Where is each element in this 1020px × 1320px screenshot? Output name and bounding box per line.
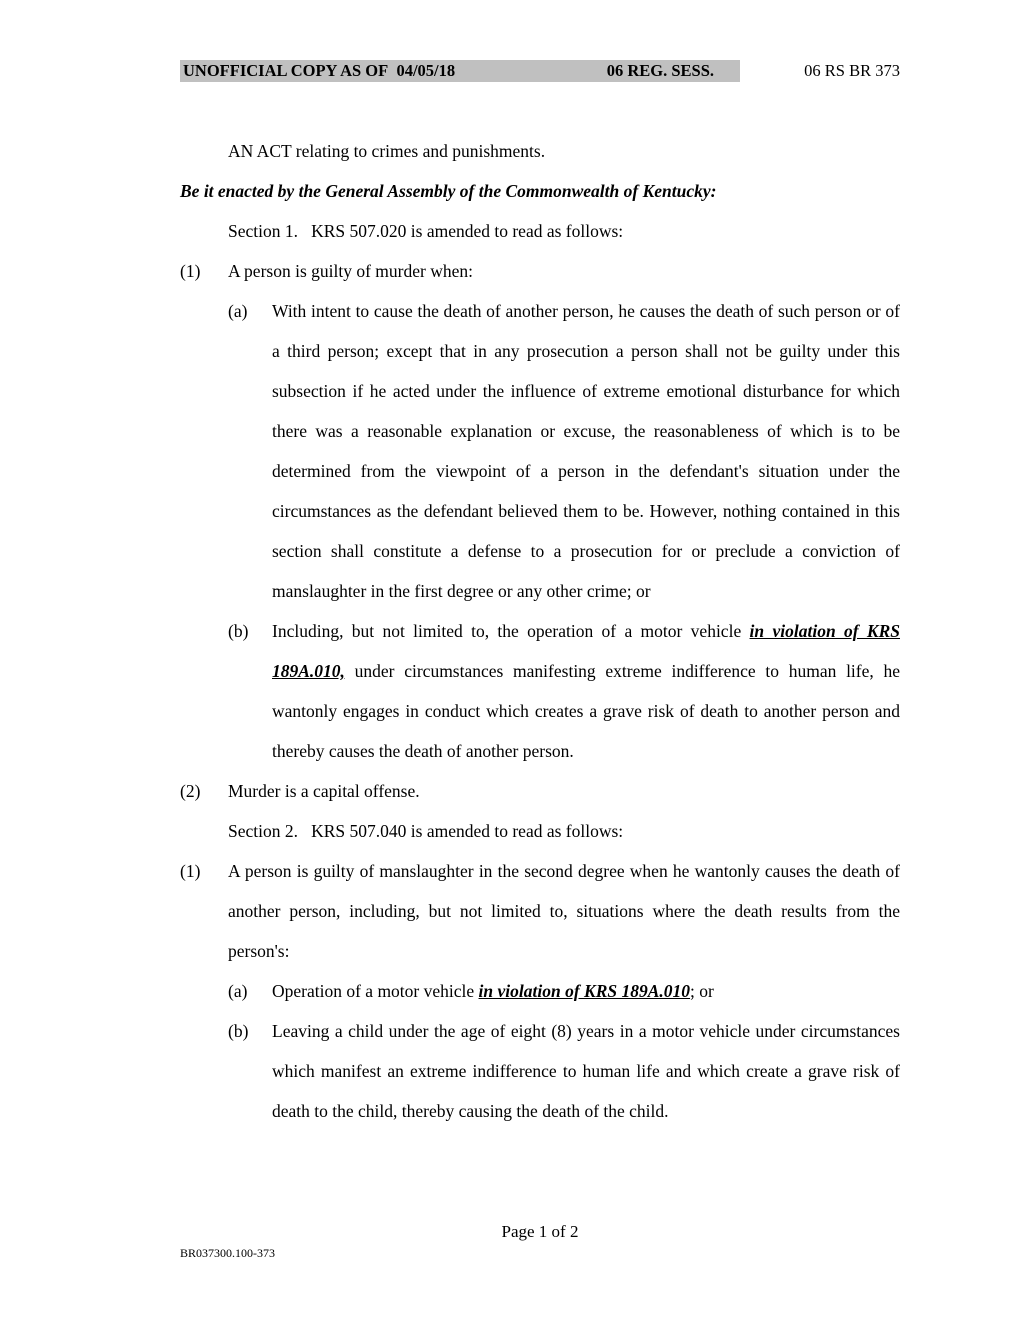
item-marker: (1) [180,261,201,281]
item-text: Leaving a child under the age of eight (8) years in a motor vehicle under circumstances which manifest an extreme indifference to human life and which create a grave risk of death to the child, thereby causing the death of the child. [272,1021,900,1121]
item-text [272,971,900,1011]
document-number: BR037300.100-373 [180,1246,276,1260]
section-2-item-1a [228,971,900,1011]
page-footer [180,1222,900,1261]
enacting-clause: Be it enacted by the General Assembly of the Commonwealth of Kentucky: [180,181,717,201]
an-act-line: AN ACT relating to crimes and punishments. [228,141,546,161]
section-1-item-2 [180,771,900,811]
header-session-label: 06 REG. SESS. [606,61,714,80]
text-segment: ; or [690,981,714,1001]
item-text: Murder is a capital offense. [228,781,420,801]
item-marker: (a) [228,301,248,321]
section-2-heading: Section 2. KRS 507.040 is amended to read as follows: [228,821,624,841]
item-text: A person is guilty of manslaughter in the second degree when he wantonly causes the death of another person, including, but not limited to, situations where the death results from the person's: [228,861,900,961]
section-2-item-1b [228,1011,900,1131]
header-bar [180,60,740,82]
item-marker: (b) [228,621,249,641]
item-marker: (b) [228,1021,249,1041]
text-segment: Including, but not limited to, the operation of a motor vehicle [272,621,750,641]
text-segment: Operation of a motor vehicle [272,981,479,1001]
section-2-item-1 [180,851,900,971]
section-1-item-1a [228,291,900,611]
item-text: A person is guilty of murder when: [228,261,473,281]
section-1-item-1b [228,611,900,771]
amended-text: in violation of KRS 189A.010, [272,621,900,681]
item-text: With intent to cause the death of another person, he causes the death of such person or of a third person; except that in any prosecution a person shall not be guilty under this subsection if he acted under the influence of extreme emotional disturbance for which there was a reasonable explanation or excuse, the reasonableness of which is to be determined from the viewpoint of a person in the defendant's situation under the circumstances as the defendant believed them to be. However, nothing contained in this section shall constitute a defense to a prosecution for or preclude a conviction of manslaughter in the first degree or any other crime; or [272,301,900,601]
section-1-heading: Section 1. KRS 507.020 is amended to read as follows: [228,221,624,241]
item-text [272,611,900,771]
section-1-item-1 [180,251,900,291]
item-marker: (2) [180,781,201,801]
header-unofficial-copy-label: UNOFFICIAL COPY AS OF 04/05/18 [183,61,456,80]
page-header [180,60,900,82]
item-marker: (1) [180,861,201,881]
page-number: Page 1 of 2 [501,1222,579,1241]
amended-text: in violation of KRS 189A.010 [478,981,691,1001]
item-marker: (a) [228,981,248,1001]
text-segment: under circumstances manifesting extreme indifference to human life, he wantonly engages in conduct which creates a grave risk of death to another person and thereby causes the death of another person. [272,661,900,761]
document-body [180,131,900,1131]
header-bill-number: 06 RS BR 373 [804,61,900,80]
